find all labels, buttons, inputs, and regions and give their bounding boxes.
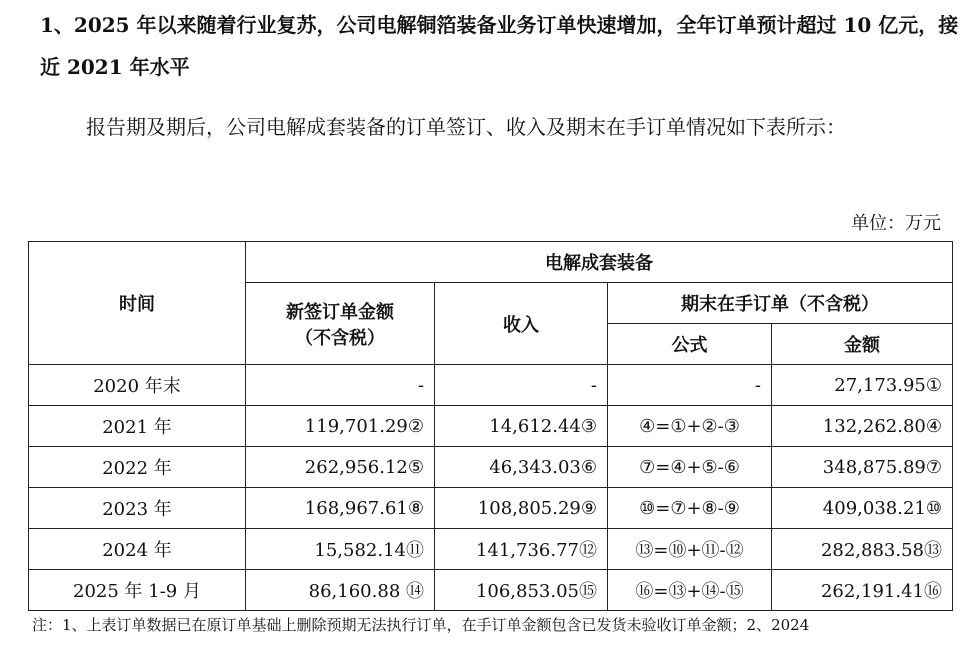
cell-new-orders: 168,967.61⑧ [246,488,435,529]
cell-formula: - [608,365,772,406]
section-heading: 1、2025 年以来随着行业复苏，公司电解铜箔装备业务订单快速增加，全年订单预计超过 10 亿元，接近 2021 年水平 [40,13,959,79]
cell-backlog: 282,883.58⑬ [772,529,953,570]
orders-table [28,241,953,611]
table-row [29,488,953,529]
cell-revenue: 46,343.03⑥ [435,447,608,488]
table-footnote: 注：1、上表订单数据已在原订单基础上删除预期无法执行订单，在手订单金额包含已发货未验收订单金额；2、2024 [32,616,810,634]
cell-formula: ⑬=⑩+⑪-⑫ [608,529,772,570]
table-row [29,447,953,488]
cell-period: 2022 年 [29,447,246,488]
table-row [29,365,953,406]
header-formula: 公式 [608,324,772,365]
cell-backlog: 27,173.95① [772,365,953,406]
header-new-orders [246,283,435,365]
cell-period: 2025 年 1-9 月 [29,570,246,611]
cell-formula: ⑯=⑬+⑭-⑮ [608,570,772,611]
header-new-orders-line1: 新签订单金额 [286,301,394,323]
cell-new-orders: 86,160.88 ⑭ [246,570,435,611]
cell-period: 2020 年末 [29,365,246,406]
cell-period: 2023 年 [29,488,246,529]
cell-backlog: 348,875.89⑦ [772,447,953,488]
cell-new-orders: - [246,365,435,406]
header-time: 时间 [29,242,246,365]
header-equipment-group: 电解成套装备 [246,242,953,283]
cell-formula: ⑩=⑦+⑧-⑨ [608,488,772,529]
cell-period: 2024 年 [29,529,246,570]
cell-formula: ⑦=④+⑤-⑥ [608,447,772,488]
header-backlog: 期末在手订单（不含税） [608,283,953,324]
cell-backlog: 132,262.80④ [772,406,953,447]
unit-label: 单位：万元 [851,213,941,234]
header-new-orders-line2: （不含税） [295,327,385,349]
cell-revenue: 106,853.05⑮ [435,570,608,611]
cell-revenue: 108,805.29⑨ [435,488,608,529]
cell-formula: ④=①+②-③ [608,406,772,447]
header-revenue: 收入 [435,283,608,365]
cell-revenue: - [435,365,608,406]
cell-new-orders: 262,956.12⑤ [246,447,435,488]
table-row [29,570,953,611]
table-row [29,529,953,570]
cell-revenue: 141,736.77⑫ [435,529,608,570]
header-amount: 金额 [772,324,953,365]
cell-new-orders: 119,701.29② [246,406,435,447]
cell-backlog: 262,191.41⑯ [772,570,953,611]
cell-revenue: 14,612.44③ [435,406,608,447]
cell-backlog: 409,038.21⑩ [772,488,953,529]
intro-paragraph: 报告期及期后，公司电解成套装备的订单签订、收入及期末在手订单情况如下表所示： [86,115,846,139]
cell-new-orders: 15,582.14⑪ [246,529,435,570]
table-row [29,406,953,447]
cell-period: 2021 年 [29,406,246,447]
